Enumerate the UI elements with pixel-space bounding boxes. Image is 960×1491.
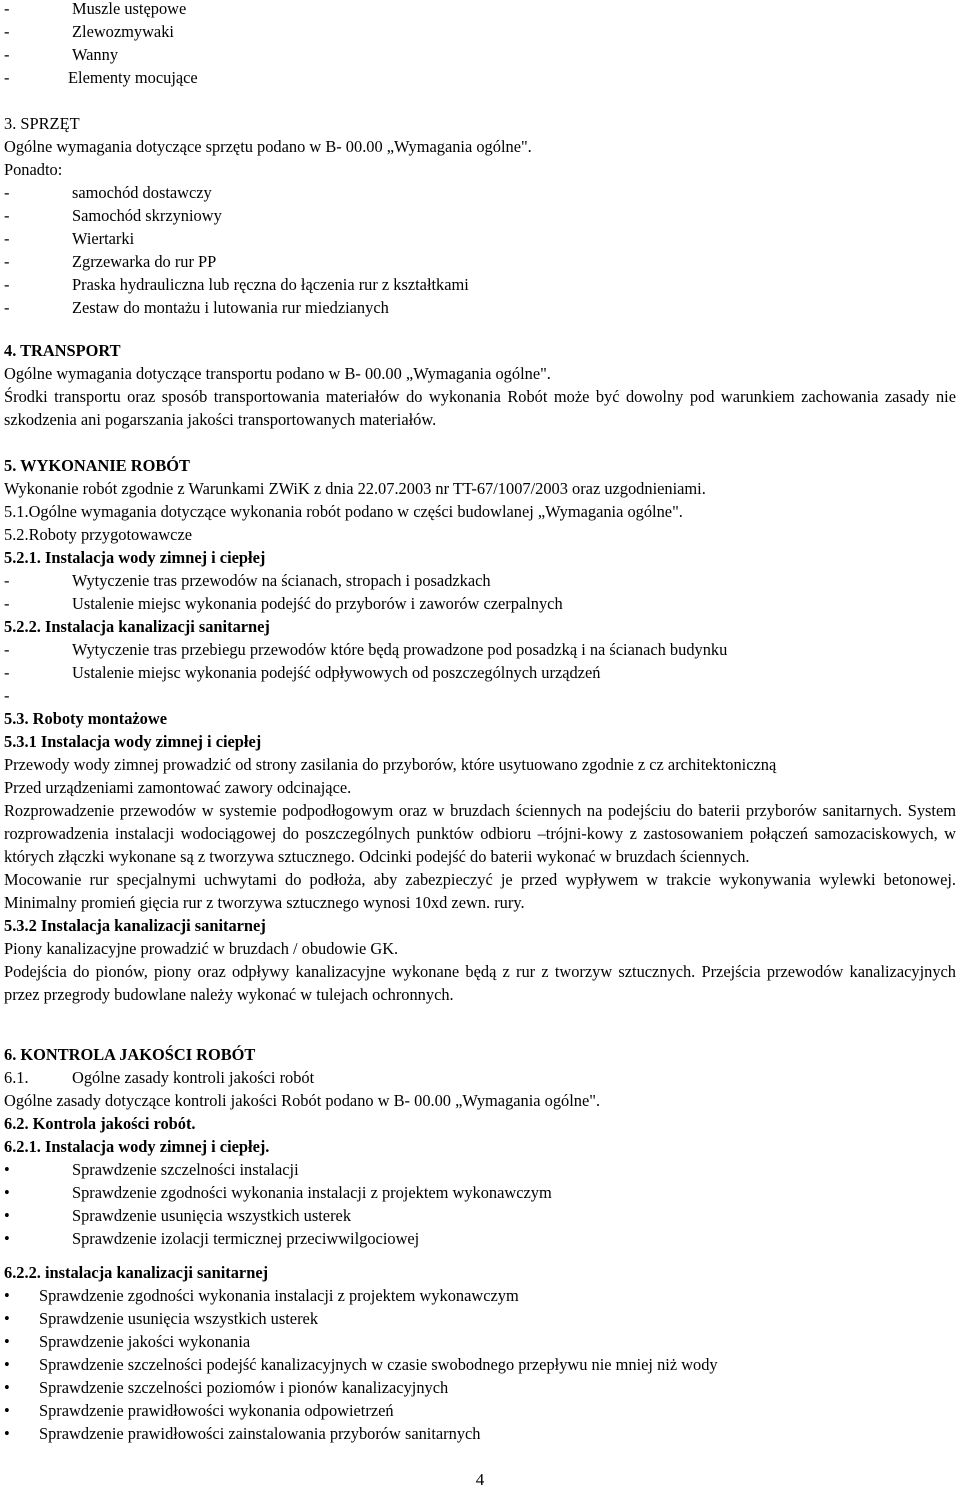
section-transport	[4, 339, 956, 431]
list-item: • Sprawdzenie szczelności poziomów i pionów kanalizacyjnych	[4, 1378, 449, 1397]
list-item: - Elementy mocujące	[4, 68, 198, 87]
section-wykonanie	[4, 454, 956, 1006]
list-item: - Samochód skrzyniowy	[4, 206, 222, 225]
list-item: • Sprawdzenie jakości wykonania	[4, 1332, 251, 1351]
list-item: - Wiertarki	[4, 229, 135, 248]
subheading: 6.2.2. instalacja kanalizacji sanitarnej	[4, 1263, 269, 1282]
list-item: • Sprawdzenie izolacji termicznej przeciwwilgociowej	[4, 1229, 420, 1248]
list-top	[4, 0, 956, 89]
list-item: - Ustalenie miejsc wykonania podejść odpływowych od poszczególnych urządzeń	[4, 663, 601, 682]
text-line: Przewody wody zimnej prowadzić od strony zasilania do przyborów, które usytuowano zgodnie z cz architektoniczną	[4, 755, 777, 774]
list-item: - Ustalenie miejsc wykonania podejść do przyborów i zaworów czerpalnych	[4, 594, 563, 613]
list-item: - Praska hydrauliczna lub ręczna do łączenia rur z kształtkami	[4, 275, 469, 294]
text-line: Ogólne zasady dotyczące kontroli jakości Robót podano w B- 00.00 „Wymagania ogólne".	[4, 1091, 601, 1110]
list-item: • Sprawdzenie szczelności instalacji	[4, 1160, 299, 1179]
list-item: - Muszle ustępowe	[4, 0, 187, 18]
list-item: - samochód dostawczy	[4, 183, 212, 202]
text-line: Ponadto:	[4, 160, 63, 179]
subheading: 5.3.1 Instalacja wody zimnej i ciepłej	[4, 732, 262, 751]
subheading: 5.2.2. Instalacja kanalizacji sanitarnej	[4, 617, 270, 636]
list-item: • Sprawdzenie szczelności podejść kanalizacyjnych w czasie swobodnego przepływu nie mniej niż wody	[4, 1355, 718, 1374]
list-item: - Zestaw do montażu i lutowania rur miedzianych	[4, 298, 389, 317]
text-line: Piony kanalizacyjne prowadzić w bruzdach / obudowie GK.	[4, 939, 399, 958]
section-heading: 5. WYKONANIE ROBÓT	[4, 456, 190, 475]
paragraph: Mocowanie rur specjalnymi uchwytami do podłoża, aby zabezpieczyć je przed wypływem w trakcie wykonywania wylewki betonowej. Minimalny promień gięcia rur z tworzywa sztucznego wynosi 10xd zewn. rury.	[4, 870, 956, 912]
subheading: 6.2.1. Instalacja wody zimnej i ciepłej.	[4, 1137, 270, 1156]
text-line: Wykonanie robót zgodnie z Warunkami ZWiK z dnia 22.07.2003 nr TT-67/1007/2003 oraz uzgodnieniami.	[4, 479, 706, 498]
section-kontrola	[4, 1043, 956, 1445]
list-item: - Wytyczenie tras przewodów na ścianach, stropach i posadzkach	[4, 571, 491, 590]
list-item: • Sprawdzenie zgodności wykonania instalacji z projektem wykonawczym	[4, 1286, 519, 1305]
list-item: - Wanny	[4, 45, 119, 64]
paragraph: Podejścia do pionów, piony oraz odpływy kanalizacyjne wykonane będą z rur z tworzyw sztucznych. Przejścia przewodów kanalizacyjnych przez przegrody budowlane należy wykonać w tulejach ochronnych.	[4, 962, 956, 1004]
text-line: 6.1. Ogólne zasady kontroli jakości robót	[4, 1068, 315, 1087]
text-line: 5.2.Roboty przygotowawcze	[4, 525, 192, 544]
subheading: 5.3. Roboty montażowe	[4, 709, 167, 728]
section-heading: 4. TRANSPORT	[4, 341, 121, 360]
list-item: • Sprawdzenie prawidłowości zainstalowania przyborów sanitarnych	[4, 1424, 481, 1443]
text-line: Ogólne wymagania dotyczące sprzętu podano w B- 00.00 „Wymagania ogólne".	[4, 137, 532, 156]
subheading: 5.3.2 Instalacja kanalizacji sanitarnej	[4, 916, 266, 935]
section-sprzet	[4, 112, 956, 319]
list-item: -	[4, 686, 10, 705]
page-number: 4	[475, 1470, 485, 1489]
list-item: • Sprawdzenie usunięcia wszystkich usterek	[4, 1206, 352, 1225]
section-heading: 6. KONTROLA JAKOŚCI ROBÓT	[4, 1045, 256, 1064]
section-heading: 3. SPRZĘT	[4, 114, 80, 133]
list-item: • Sprawdzenie usunięcia wszystkich usterek	[4, 1309, 319, 1328]
paragraph: Rozprowadzenie przewodów w systemie podpodłogowym oraz w bruzdach ściennych na podejściu do baterii przyborów sanitarnych. System rozprowadzenia instalacji wodociągowej do poszczególnych punktów odbioru –trójni-kowy z zastosowaniem połączeń samozaciskowych, w których złączki wykonane są z tworzywa sztucznego. Odcinki podejść do baterii wykonać w bruzdach ściennych.	[4, 801, 956, 866]
paragraph: Środki transportu oraz sposób transportowania materiałów do wykonania Robót może być dowolny pod warunkiem zachowania zasady nie szkodzenia ani pogarszania jakości transportowanych materiałów.	[4, 387, 956, 429]
list-item: • Sprawdzenie zgodności wykonania instalacji z projektem wykonawczym	[4, 1183, 552, 1202]
text-line: Ogólne wymagania dotyczące transportu podano w B- 00.00 „Wymagania ogólne".	[4, 364, 551, 383]
subheading: 6.2. Kontrola jakości robót.	[4, 1114, 196, 1133]
list-item: - Zgrzewarka do rur PP	[4, 252, 217, 271]
list-item: - Wytyczenie tras przebiegu przewodów które będą prowadzone pod posadzką i na ścianach budynku	[4, 640, 728, 659]
list-item: - Zlewozmywaki	[4, 22, 174, 41]
list-item: • Sprawdzenie prawidłowości wykonania odpowietrzeń	[4, 1401, 394, 1420]
text-line: Przed urządzeniami zamontować zawory odcinające.	[4, 778, 352, 797]
text-line: 5.1.Ogólne wymagania dotyczące wykonania robót podano w części budowlanej „Wymagania ogólne".	[4, 502, 683, 521]
subheading: 5.2.1. Instalacja wody zimnej i ciepłej	[4, 548, 266, 567]
